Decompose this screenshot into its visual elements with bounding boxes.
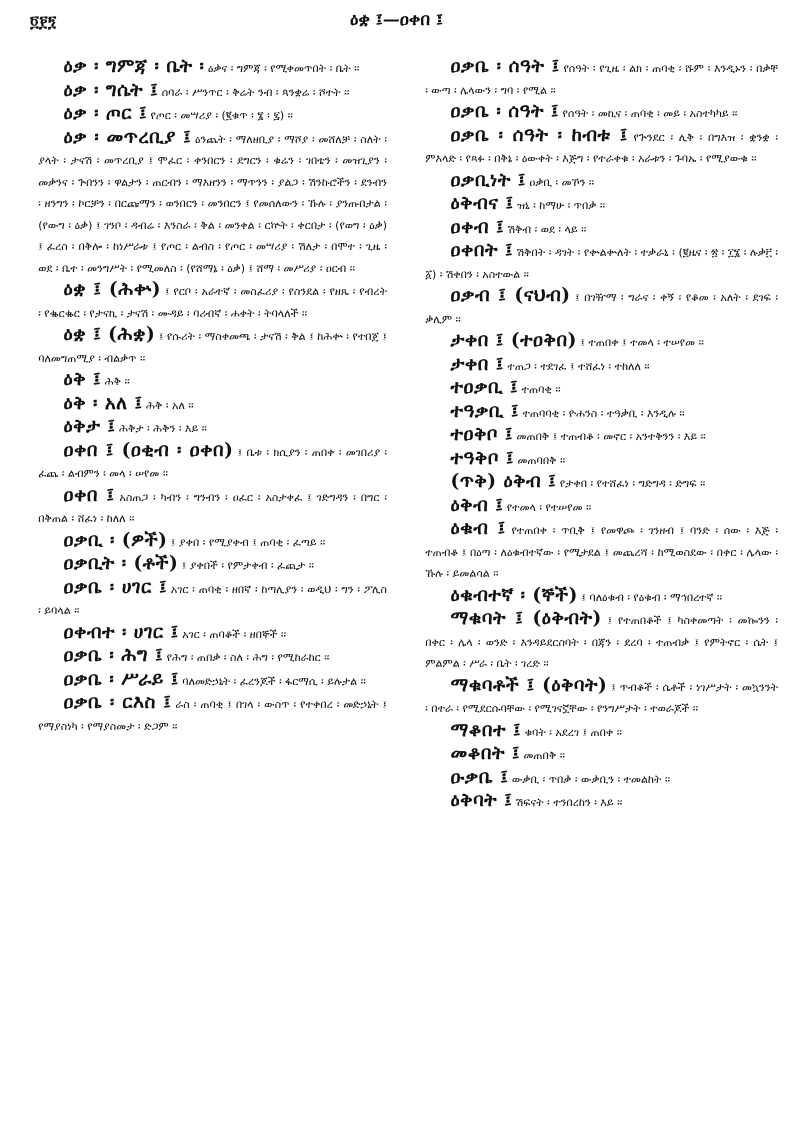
entry-headword: ዐቃቤ ፡ ሰዓት ፡ ከብቱ ፤	[450, 124, 628, 146]
dictionary-entry	[412, 125, 778, 170]
entry-headword: ዕቅብና ፤	[450, 193, 514, 214]
entry-definition: ፤ ባለዕቁብ ፡ የዕቁብ ፡ ማኅበረተኛ ፡፡	[581, 590, 723, 604]
entry-definition: ፤ የተጠበቆች ፤ ካስቀመጣት ፡ መኰንን ፡ በቀር ፡ ሌላ ፡ ወንድ ፡ እንዳይደርስባት ፡ በጃን ፡ ደረባ ፡ ተጠብቃ ፤ የምትኖር ፡ ሴት ፤ ምልምል ፡ ሥራ ፡ ቤት ፡ ገረድ ፡፡	[425, 614, 778, 670]
entry-definition: ተጠባባቂ ፡ ዮሐንስ ፡ ተዓቃቢ ፡ እንዲሉ ፡፡	[522, 406, 685, 420]
entry-headword: ዕቁብ ፤	[450, 518, 506, 539]
entry-headword: ዕቃ ፡ ግሴት ፤	[63, 79, 159, 101]
dictionary-entry	[25, 440, 387, 485]
entry-definition: የተጠበቀ ፡ ጥቢቅ ፤ የመዋጮ ፡ ገንዘብ ፤ ባንድ ፡ ሰው ፡ እጅ ፡ ተጠብቆ ፤ በዕጣ ፡ ለዕቁብተኛው ፡ የሚታደል ፤ መጨረሻ ፡ ከሚወስደው ፡ በቀር ፡ ሌላው ፡ ኹሉ ፡ ይመልሳል ፡፡	[425, 524, 778, 580]
dictionary-entry	[25, 645, 387, 669]
entry-definition: ፤ ተጠበቀ ፤ ተመላ ፡ ተሠየመ ፡፡	[580, 336, 704, 349]
entry-headword: ማቁባቶች ፤ (ዕቅባት)	[450, 674, 608, 696]
entry-headword: ዐቃቤ ፡ ሰዓት ፤	[450, 56, 560, 77]
entry-headword: ዕቅባት ፤	[450, 790, 513, 811]
entry-headword: ዕቃ ፡ መጥረቢያ ፤	[63, 126, 192, 148]
dictionary-entry	[412, 330, 778, 354]
entry-headword: መቆበት ፤	[450, 743, 520, 764]
entry-headword: ተዓቅቦ ፤	[450, 447, 514, 469]
dictionary-entry	[412, 285, 778, 330]
dictionary-entry	[25, 692, 387, 737]
dictionary-entry	[412, 240, 778, 285]
dictionary-entry	[25, 622, 387, 646]
entry-headword: ዕቅ ፡ አለ ፤	[63, 392, 143, 414]
dictionary-entry	[412, 471, 778, 495]
dictionary-entry	[25, 103, 387, 127]
entry-definition: ውቃቢ ፡ ጥበቃ ፡ ውቃቢን ፡ ተመልከት ፡፡	[511, 772, 671, 786]
entry-headword: ዕቅብ ፤	[450, 494, 504, 516]
entry-definition: መጠበቅ ፤ ተጠብቆ ፡ መኖር ፡ አንተቅንን ፡ እይ ፡፡	[516, 430, 706, 443]
dictionary-entry	[412, 354, 778, 378]
entry-headword: (ጥቅ) ዕቅብ ፤	[450, 471, 557, 492]
entry-definition: ፤ የሱሪት ፡ ማስቀመጫ ፡ ታናሽ ፡ ቅል ፤ ከሕቍ ፡ የተበጀ ፤ ባለመግጠሚያ ፡ ብልቃጥ ፡፡	[38, 330, 387, 365]
entry-headword: ዐቃቤ ፡ ሀገር ፤	[63, 576, 168, 598]
entry-definition: የጕንደር ፡ ሊቅ ፡ በግእዝ ፡ ቋንቋ ፡ ምእላድ ፡ የጻፉ ፡ በቅኔ ፡ ዕውቀት ፡ እጅግ ፡ የተራቀቁ ፡ አራቱን ፡ ጉባኤ ፡ የሚያውቁ ፡፡	[425, 130, 778, 165]
entry-definition: የሰዓት ፡ የጊዜ ፡ ልክ ፡ ጠባቂ ፡ ሹም ፡ እንዲኑን ፡ በቃቸ ፡ ውጣ ፡ ሌላውን ፡ ግባ ፡ የሚል ፡፡	[425, 62, 778, 97]
entry-headword: ዐቃቢ ፡ (ዎች)	[63, 529, 168, 551]
dictionary-entry	[25, 80, 387, 104]
entry-definition: መጠበቅ ፡፡	[523, 749, 565, 762]
entry-definition: ፤ ያቀበች ፡ የምታቀብ ፡ ፈጪታ ፡፡	[181, 559, 314, 572]
entry-headword: ዕቁብተኛ ፡ (ኞች)	[450, 584, 578, 606]
dictionary-entry	[412, 401, 778, 425]
dictionary-entry	[412, 790, 778, 814]
dictionary-entry	[25, 369, 387, 393]
dictionary-entry	[25, 324, 387, 369]
running-head: ዕቋ ፤—ዐቀበ ፤	[350, 10, 443, 30]
dictionary-entry	[412, 56, 778, 101]
right-column	[412, 56, 778, 814]
entry-definition: ሕቅ ፡፡	[104, 375, 130, 388]
entry-headword: ዐቀበ ፤	[63, 484, 115, 506]
entry-definition: ፤ የርቦ ፡ አራተኛ ፡ መስፈሪያ ፡ የስንደል ፡ የዘጼ ፡ የብረት ፡ የቈርቈር ፡ የታናኪ ፡ ታናሽ ፡ ሙዳይ ፡ ባሪብኛ ፡ ሐቀት ፡ ትባላለች ፡፡	[38, 285, 387, 320]
entry-definition: ተጠጋ ፡ ተደገፈ ፤ ተሸፈነ ፡ ተከለለ ፡፡	[507, 359, 650, 373]
entry-headword: ተዐቅቦ ፤	[450, 424, 514, 445]
entry-headword: ዕቃ ፡ ግምጃ ፡ ቤት ፡	[63, 56, 205, 77]
dictionary-entry	[412, 608, 778, 675]
entry-definition: ተጠባቂ ፡፡	[521, 383, 561, 396]
entry-headword: ዐቃብ ፤ (ናህብ)	[450, 285, 571, 306]
entry-definition: ሽቅብ ፡ ወደ ፡ ላይ ፡፡	[507, 222, 587, 236]
dictionary-entry	[25, 416, 387, 440]
entry-definition: የተመላ ፡ የተሠየመ ፡፡	[506, 500, 592, 514]
entry-definition: ባለመድኃኒት ፡ ፈረንጆች ፡ ፋርማሲ ፡ ይሉታል ፡፡	[182, 674, 366, 688]
entry-definition: ሕቅታ ፡ ሕቅን ፡ እይ ፡፡	[118, 422, 207, 435]
dictionary-entry	[25, 393, 387, 417]
dictionary-entry	[412, 170, 778, 194]
entry-definition: የሕግ ፡ ጠበቃ ፡ ስለ ፡ ሕግ ፡ የሚከራከር ፡፡	[166, 651, 330, 664]
entry-headword: ዐቀብ ፤	[450, 216, 505, 238]
entry-headword: ዐቃቢት ፡ (ቶች)	[63, 553, 179, 574]
entry-headword: ዕቅ ፤	[63, 369, 102, 390]
dictionary-entry	[412, 585, 778, 609]
dictionary-entry	[25, 530, 387, 554]
dictionary-entry	[25, 127, 387, 280]
entry-definition: ዐቃቢ ፡ መኾን ፡፡	[529, 175, 595, 189]
entry-definition: የታቀበ ፡ የተሸፈነ ፡ ግድግዳ ፡ ድግፍ ፡፡	[559, 477, 706, 490]
entry-definition: አገር ፡ ጠባቆች ፡ ዘበኞች ፡፡	[182, 627, 287, 641]
dictionary-entry	[412, 743, 778, 767]
entry-headword: ዐቃቤ ፡ ሕግ ፤	[63, 645, 164, 666]
dictionary-entry	[25, 279, 387, 324]
entry-definition: ሕቅ ፡ አለ ፡፡	[146, 398, 194, 412]
entry-definition: ራስ ፡ ጠባቂ ፤ በገላ ፡ ውስጥ ፡ የተቀበረ ፡ መድኃኒት ፤ የማያስነካ ፡ የማያስመታ ፡ ድጋም ፡፡	[38, 698, 387, 733]
page-number: ፬፻፺	[30, 12, 57, 31]
entry-headword: ዕቅታ ፤	[63, 416, 116, 437]
entry-headword: ዕቃ ፡ ጦር ፤	[63, 103, 148, 124]
entry-definition: ዝኒ ፡ ከማሁ ፡ ጥበቃ ፡፡	[517, 199, 606, 212]
dictionary-entry	[412, 448, 778, 472]
dictionary-entry	[25, 485, 387, 530]
entry-headword: ዐቃቢነት ፤	[450, 169, 526, 191]
left-column	[25, 56, 387, 737]
dictionary-entry	[412, 377, 778, 401]
entry-headword: ታቀበ ፤	[450, 353, 504, 375]
entry-headword: ዑቃቤ ፤	[450, 766, 509, 788]
entry-headword: ዐቃቤ ፡ ሥራይ ፤	[63, 668, 179, 690]
entry-definition: ፤ ቤቱ ፡ ክሲያን ፡ ጠበቀ ፡ መገበሪያ ፡ ፈጨ ፡ ልብምን ፡ መላ ፡ ሠየመ ፡፡	[38, 445, 387, 480]
dictionary-entry	[25, 553, 387, 577]
entry-definition: ፤ በገዥማ ፡ ግራና ፡ ቀኝ ፡ የቆመ ፡ አለት ፡ ደገፍ ፡ ቃሊም ፡፡	[425, 291, 778, 326]
entry-headword: ዕቋ ፤ (ሕቍ)	[63, 279, 162, 300]
entry-definition: ፤ ያቀበ ፡ የሚያቀብ ፤ ጠባቂ ፡ ፈጣይ ፡፡	[170, 535, 326, 549]
dictionary-entry	[412, 675, 778, 720]
entry-headword: ዐቃቤ ፡ ርእስ ፤	[63, 692, 172, 713]
dictionary-entry	[412, 518, 778, 585]
dictionary-entry	[412, 495, 778, 519]
entry-definition: አገር ፡ ጠባቂ ፡ ዘበኛ ፡ ከጣሊያን ፡ ወዲህ ፡ ግን ፡ ፖሊስ ፡ ይባላል ፡፡	[38, 582, 387, 617]
entry-definition: ዕንጨት ፡ ማለዘቢያ ፡ ማሾያ ፡ መሸለቻ ፡ ስለት ፡ ያላት ፡ ታናሽ ፡ መጥረቢያ ፤ ሞፈር ፡ ቀንበርን ፡ ደግርን ፡ ቁሬን ፡ ገበቴን ፡ መዝጊያን ፡ መቃንና ፡ ጕበንን ፡ ዋልታን ፡ ጠርብን ፡ ማእዘንን ፡ ማጥንን ፡ ያልጋ ፡ ሽንኩሮችን ፡ ደንብን ፡ ዘንግን ፡ ኮርቻን ፡ በርጩማን ፡ ወንበርን ፡ መንበርን ፤ የመሰለውን ፡ ኹሉ ፡ ያንጡበታል ፡ (የውግ ፡ ዕቃ) ፤ ገንቦ ፡ ዳብሬ ፡ እንስራ ፡ ቅል ፡ መንቀል ፡ ርኵት ፡ ቀርበታ ፡ (የወግ ፡ ዕቃ) ፤ ፈረስ ፡ በቅሎ ፡ ከነሥራቱ ፤ የጦር ፡ ልብስ ፡ የጦር ፡ መሣሪያ ፡ ሽለታ ፡ በሞተ ፡ ጊዜ ፡ ወደ ፡ ቤተ ፡ መንግሥት ፡ የሚመለስ ፡ (የሸማኔ ፡ ዕቃ) ፤ ሸማ ፡ መሥሪያ ፡ ዐርብ ፡፡	[38, 132, 387, 275]
dictionary-entry	[25, 669, 387, 693]
dictionary-entry	[412, 217, 778, 241]
dictionary-entry	[412, 101, 778, 125]
entry-definition: ሰባራ ፡ ሥንጥር ፡ ቅሬት ንብ ፡ ጳንቋሬ ፡ ሾተት ፡፡	[161, 85, 350, 99]
dictionary-entry	[412, 424, 778, 448]
entry-headword: ታቀበ ፤ (ተዐቅበ)	[450, 330, 577, 351]
entry-definition: የጦር ፡ መሣሪያ ፡ (፪ቁጥ ፡ ፮ ፡ ፯) ፡፡	[150, 109, 293, 122]
entry-definition: ሽቅበት ፡ ዳገት ፡ የቍልቍለት ፡ ተቃራኒ ፡ (፪ዜና ፡ ፳ ፡ ፲፮ ፡ ሉቃ፫ ፡ ፩) ፡ ሽቀበን ፡ አስተውል ፡፡	[425, 246, 778, 281]
dictionary-entry	[412, 767, 778, 791]
entry-definition: ፤ ጥብቆች ፡ ሴቶች ፡ ነገሥታት ፡ መኳንንት ፡ በተራ ፡ የሚደርሱባቸው ፡ የሚገናኟቸው ፡ የንግሥታት ፡ ተወራጆች ፡፡	[425, 680, 778, 715]
entry-headword: ዐቀበት ፤	[450, 240, 514, 261]
entry-headword: ዐቀበ ፤ (ዐቂብ ፡ ዐቀበ)	[63, 439, 234, 461]
entry-headword: ተዓቃቢ ፤	[450, 400, 519, 422]
dictionary-entry	[412, 720, 778, 744]
entry-definition: ሽፍናት ፡ ተንበረከን ፡ እይ ፡፡	[515, 796, 623, 809]
dictionary-entry	[25, 56, 387, 80]
page-header	[0, 0, 793, 40]
entry-headword: ተዐቃቢ ፤	[450, 377, 519, 398]
dictionary-entry	[25, 577, 387, 622]
entry-definition: ዕቃና ፡ ግምጃ ፡ የሚቀመጥበት ፡ ቤት ፡፡	[207, 62, 360, 75]
entry-definition: መጠባበቅ ፡፡	[517, 453, 566, 467]
entry-headword: ዐቀብተ ፡ ሀገር ፤	[63, 621, 179, 643]
entry-definition: ቁባት ፡ አደረገ ፤ ጠበቀ ፡፡	[524, 725, 623, 739]
entry-definition: አስጠጋ ፡ ካብን ፡ ግንብን ፡ ዐፈር ፡ አስታቀፈ ፤ ገድግዳን ፡ በግር ፡ በቅጠል ፡ ሸፈነ ፡ ከለለ ፡፡	[38, 490, 387, 525]
entry-headword: ማቁባት ፤ (ዕቅብት)	[450, 608, 602, 629]
entry-headword: ዐቃቤ ፡ ሰዓት ፤	[450, 101, 560, 122]
dictionary-entry	[412, 193, 778, 217]
entry-headword: ዕቋ ፤ (ሕቋ)	[63, 324, 156, 345]
entry-definition: የሰዓት ፡ መኪና ፡ ጠባቂ ፡ መይ ፡ አስተካካይ ፡፡	[562, 107, 738, 120]
entry-headword: ማቆበተ ፤	[450, 719, 522, 741]
